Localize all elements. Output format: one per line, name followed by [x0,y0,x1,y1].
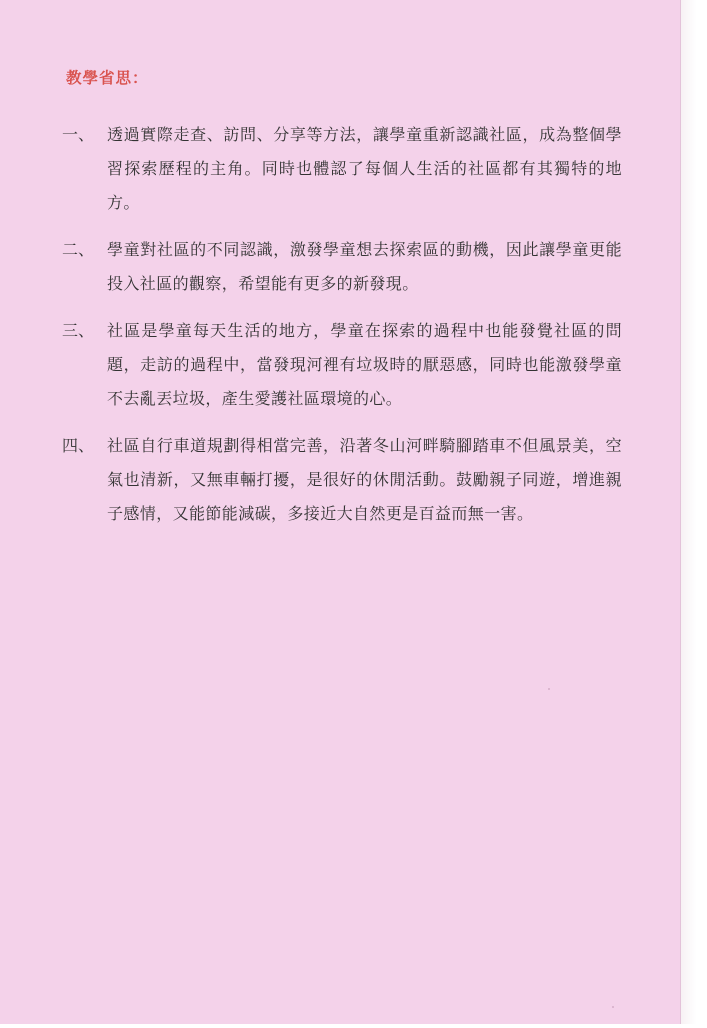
item-text: 學童對社區的不同認識，激發學童想去探索區的動機，因此讓學童更能投入社區的觀察，希望能有更多的新發現。 [107,240,622,293]
scan-margin [681,0,707,1028]
paper-speck [612,1006,614,1008]
item-text: 社區自行車道規劃得相當完善，沿著冬山河畔騎腳踏車不但風景美，空氣也清新，又無車輛打擾，是很好的休閒活動。鼓勵親子同遊，增進親子感情，又能節能減碳，多接近大自然更是百益而無一害。 [107,436,622,523]
item-number: 一、 [62,125,95,144]
item-number: 二、 [62,240,95,259]
list-item [62,118,622,220]
section-heading: 教學省思： [66,69,149,87]
paper-speck [548,688,550,690]
scan-bottom-edge [0,1024,707,1028]
item-text: 社區是學童每天生活的地方，學童在探索的過程中也能發覺社區的問題，走訪的過程中，當發現河裡有垃圾時的厭惡感，同時也能激發學童不去亂丟垃圾，產生愛護社區環境的心。 [107,321,622,408]
item-number: 四、 [62,436,95,455]
reflection-list [62,118,622,544]
list-item [62,429,622,531]
item-text: 透過實際走查、訪問、分享等方法，讓學童重新認識社區，成為整個學習探索歷程的主角。同時也體認了每個人生活的社區都有其獨特的地方。 [107,125,622,212]
list-item [62,314,622,416]
list-item [62,233,622,301]
item-number: 三、 [62,321,95,340]
